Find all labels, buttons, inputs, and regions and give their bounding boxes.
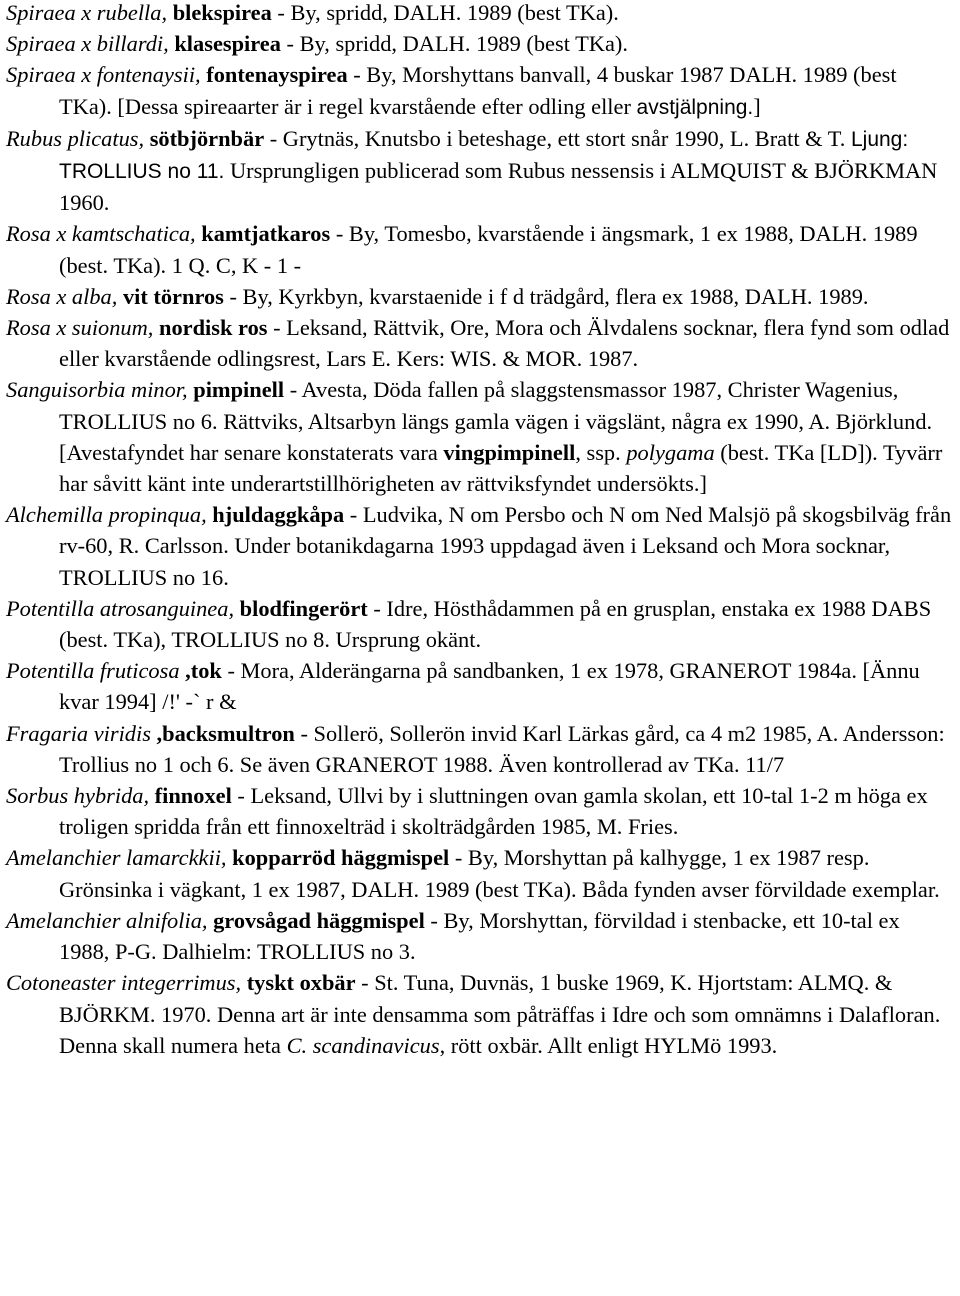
species-entry-cotoneaster-integerrimus bbox=[6, 967, 954, 1061]
species-entry-alchemilla-propinqua bbox=[6, 499, 954, 593]
scientific-name: Sanguisorbia minor, bbox=[6, 377, 188, 403]
entry-text-end: (best. TKa [LD]). Tyvärr har såvitt känt inte underartstillhörigheten av rättviksfyndet undersökts.] bbox=[59, 439, 943, 497]
common-name: nordisk ros bbox=[159, 315, 268, 341]
entry-text: - By, Morshyttan, förvildad i stenbacke, ett 10-tal ex 1988, P-G. Dalhielm: TROLLIUS no 3. bbox=[59, 907, 900, 965]
scientific-name: Rosa x kamtschatica, bbox=[6, 221, 196, 247]
entry-text: - By, Morshyttans banvall, 4 buskar 1987 DALH. 1989 (best TKa). [Dessa spireaarter är i regel kvarstående efter odling eller bbox=[59, 62, 897, 119]
species-entry-rubus-plicatus bbox=[6, 123, 954, 219]
species-entry-spiraea-rubella bbox=[6, 0, 954, 28]
entry-text: - By, spridd, DALH. 1989 (best TKa). bbox=[280, 31, 628, 57]
scientific-name: Fragaria viridis bbox=[6, 720, 151, 746]
common-name: grovsågad häggmispel bbox=[213, 907, 425, 933]
scientific-name: Rosa x alba, bbox=[6, 283, 118, 309]
species-entry-spiraea-fontenaysii bbox=[6, 59, 954, 122]
common-name: kamtjatkaros bbox=[201, 221, 331, 247]
scientific-name: Spiraea x billardi, bbox=[6, 31, 169, 57]
entry-text-sans: avstjälpning. bbox=[636, 95, 754, 119]
species-entry-potentilla-fruticosa bbox=[6, 655, 954, 717]
species-entry-potentilla-atrosanguinea bbox=[6, 593, 954, 655]
entry-text: - St. Tuna, Duvnäs, 1 buske 1969, K. Hjortstam: ALMQ. & BJÖRKM. 1970. Denna art är inte densamma som påträffas i Idre och som omnämns i Dalafloran. Denna skall numera heta bbox=[59, 970, 941, 1058]
entry-text-continued: , ssp. bbox=[575, 439, 627, 465]
species-entry-sanguisorbia-minor bbox=[6, 374, 954, 499]
scientific-name: Amelanchier lamarckkii, bbox=[6, 845, 227, 871]
scientific-name: Potentilla fruticosa bbox=[6, 658, 180, 684]
scientific-name: Amelanchier alnifolia, bbox=[6, 907, 208, 933]
species-entry-sorbus-hybrida bbox=[6, 780, 954, 842]
common-name: blekspirea bbox=[172, 0, 272, 25]
common-name: sötbjörnbär bbox=[149, 125, 265, 151]
scientific-name: Rosa x suionum, bbox=[6, 315, 154, 341]
entry-text-continued: , rött oxbär. Allt enligt HYLMö 1993. bbox=[439, 1032, 778, 1058]
common-name-secondary: vingpimpinell bbox=[443, 439, 576, 465]
entry-reference: Ljung: TROLLIUS no 11. bbox=[59, 127, 909, 184]
entry-text: - Mora, Alderängarna på sandbanken, 1 ex 1978, GRANEROT 1984a. [Ännu kvar 1994] /!' -` r & bbox=[59, 658, 920, 715]
entry-text-continued: Ursprungligen publicerad som Rubus nessensis i ALMQUIST & BJÖRKMAN 1960. bbox=[59, 158, 938, 216]
entry-text: - Leksand, Rättvik, Ore, Mora och Älvdalens socknar, flera fynd som odlad eller kvarstående odlingsrest, Lars E. Kers: WIS. & MOR. 1987. bbox=[59, 315, 950, 372]
common-name: klasespirea bbox=[174, 31, 281, 57]
entry-text: - Sollerö, Sollerön invid Karl Lärkas gård, ca 4 m2 1985, A. Andersson: Trollius no 1 och 6. Se även GRANEROT 1988. Även kontrollerad av TKa. 11/7 bbox=[59, 720, 945, 777]
entry-text: - By, Tomesbo, kvarstående i ängsmark, 1 ex 1988, DALH. 1989 (best. TKa). 1 Q. C, K - 1 - bbox=[59, 221, 918, 278]
common-name: blodfingerört bbox=[239, 595, 368, 621]
common-name: ,backsmultron bbox=[156, 720, 295, 746]
common-name: hjuldaggkåpa bbox=[212, 502, 345, 528]
scientific-name: Rubus plicatus, bbox=[6, 125, 145, 151]
scientific-name: Spiraea x rubella, bbox=[6, 0, 168, 25]
entry-text: - Ludvika, N om Persbo och N om Ned Malsjö på skogsbilväg från rv-60, R. Carlsson. Under botanikdagarna 1993 uppdagad även i Leksand och Mora socknar, TROLLIUS no 16. bbox=[59, 502, 952, 590]
common-name: tyskt oxbär bbox=[246, 970, 356, 996]
entry-text: - By, Morshyttan på kalhygge, 1 ex 1987 resp. Grönsinka i vägkant, 1 ex 1987, DALH. 1989 (best TKa). Båda fynden avser förvildade exemplar. bbox=[59, 845, 940, 902]
species-entry-fragaria-viridis bbox=[6, 718, 954, 780]
scientific-name: Potentilla atrosanguinea, bbox=[6, 595, 235, 621]
scientific-name-secondary: polygama bbox=[626, 439, 715, 465]
entry-text: - By, Kyrkbyn, kvarstaenide i f d trädgård, flera ex 1988, DALH. 1989. bbox=[223, 283, 869, 309]
species-entry-amelanchier-lamarckkii bbox=[6, 842, 954, 904]
species-entry-spiraea-billardi bbox=[6, 28, 954, 59]
scientific-name-secondary: C. scandinavicus bbox=[286, 1032, 440, 1058]
common-name: ,tok bbox=[185, 658, 222, 684]
scientific-name: Cotoneaster integerrimus, bbox=[6, 970, 242, 996]
species-entry-rosa-suionum bbox=[6, 312, 954, 374]
common-name: finnoxel bbox=[154, 783, 232, 809]
entry-text: - By, spridd, DALH. 1989 (best TKa). bbox=[271, 0, 619, 25]
entry-text: - Avesta, Döda fallen på slaggstensmassor 1987, Christer Wagenius, TROLLIUS no 6. Rättviks, Altsarbyn längs gamla vägen i vägslänt, några ex 1990, A. Björklund. [Avestafyndet har senare konstaterats vara bbox=[59, 377, 933, 465]
entry-text: - Grytnäs, Knutsbo i beteshage, ett stort snår 1990, L. Bratt & T. bbox=[264, 125, 851, 151]
species-entry-rosa-alba bbox=[6, 281, 954, 312]
scientific-name: Alchemilla propinqua, bbox=[6, 502, 207, 528]
species-entry-amelanchier-alnifolia bbox=[6, 905, 954, 967]
common-name: pimpinell bbox=[193, 377, 285, 403]
scientific-name: Spiraea x fontenaysii, bbox=[6, 62, 201, 88]
entry-text: - Idre, Hösthådammen på en grusplan, enstaka ex 1988 DABS (best. TKa), TROLLIUS no 8. Ursprung okänt. bbox=[59, 595, 932, 653]
species-entry-rosa-kamtschatica bbox=[6, 218, 954, 280]
common-name: vit törnros bbox=[122, 283, 224, 309]
common-name: fontenayspirea bbox=[206, 62, 348, 88]
scientific-name: Sorbus hybrida, bbox=[6, 783, 150, 809]
entry-text: - Leksand, Ullvi by i sluttningen ovan gamla skolan, ett 10-tal 1-2 m höga ex troligen spridda från ett finnoxelträd i skolträdgården 1985, M. Fries. bbox=[59, 783, 928, 840]
common-name: kopparröd häggmispel bbox=[232, 845, 450, 871]
entry-text-end: ] bbox=[753, 93, 761, 119]
